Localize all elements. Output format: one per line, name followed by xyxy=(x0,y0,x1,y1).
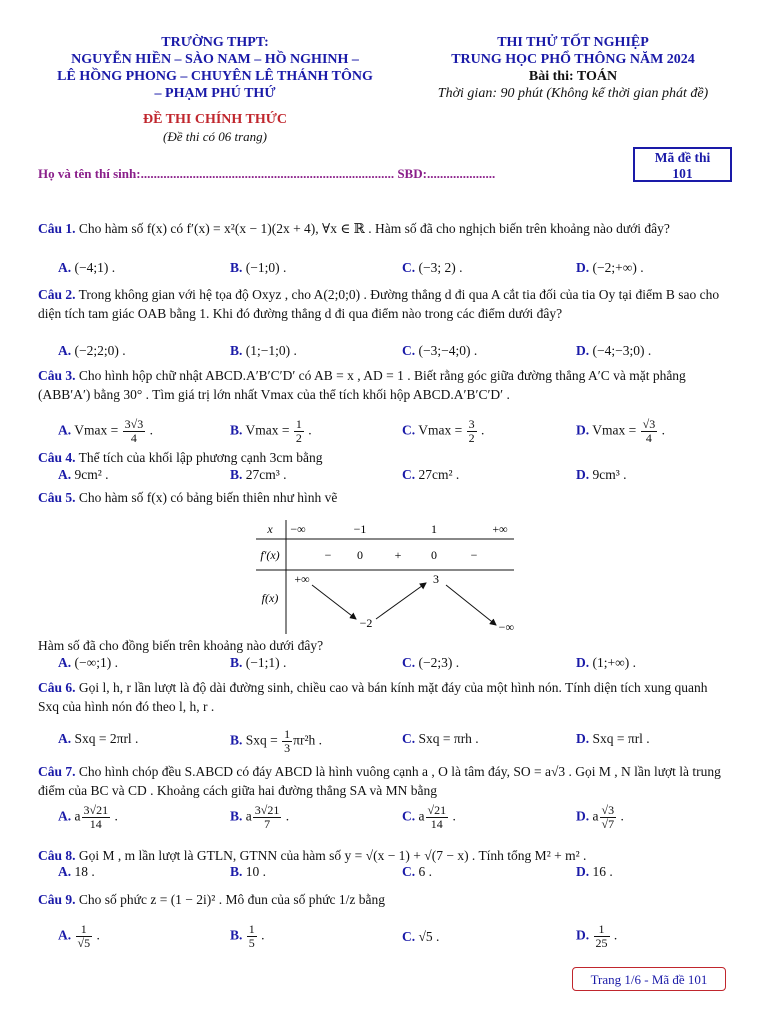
option-fraction xyxy=(123,418,146,445)
option-text: (−2;+∞) . xyxy=(592,260,644,275)
question-text: Cho hàm số f(x) có f′(x) = x²(x − 1)(2x + 4), ∀x ∈ ℝ . Hàm số đã cho nghịch biến trên khoảng nào dưới đây? xyxy=(75,221,670,236)
option-suffix: . xyxy=(610,927,618,943)
option-letter: C. xyxy=(402,864,416,879)
question-label: Câu 6. xyxy=(38,680,76,695)
fraction-denominator: 25 xyxy=(595,936,608,950)
option-text: (−4;−3;0) . xyxy=(592,343,652,358)
option-b[interactable] xyxy=(230,728,322,755)
option-b[interactable] xyxy=(230,864,266,880)
option-b[interactable] xyxy=(230,467,287,483)
option-letter: A. xyxy=(58,655,72,670)
question-label: Câu 8. xyxy=(38,848,76,863)
exam-duration: Thời gian: 90 phút (Không kể thời gian phát đề) xyxy=(437,86,709,101)
question-6 xyxy=(38,678,730,716)
option-letter: C. xyxy=(402,731,416,746)
option-prefix: a xyxy=(418,808,425,824)
option-prefix: a xyxy=(245,808,252,824)
question-4 xyxy=(38,448,730,467)
fp-sign: + xyxy=(394,548,402,562)
fraction-numerator: √3 xyxy=(601,803,615,817)
option-c[interactable] xyxy=(402,731,479,747)
fraction-numerator: 1 xyxy=(295,417,302,431)
question-label: Câu 3. xyxy=(38,368,76,383)
option-d[interactable] xyxy=(576,731,650,747)
option-letter: C. xyxy=(402,808,416,824)
option-letter: C. xyxy=(402,467,416,482)
option-suffix: . xyxy=(146,422,153,438)
option-prefix: Sxq = xyxy=(245,732,282,748)
option-letter: C. xyxy=(402,260,416,275)
options-q6 xyxy=(58,728,738,754)
option-prefix: Vmax = xyxy=(418,422,466,438)
option-letter: D. xyxy=(576,467,590,482)
option-fraction xyxy=(426,804,449,831)
fraction-denominator: √7 xyxy=(601,817,615,831)
option-b[interactable] xyxy=(230,260,286,276)
fraction-denominator: 2 xyxy=(468,431,475,445)
option-a[interactable] xyxy=(58,467,109,483)
option-suffix: . xyxy=(304,422,312,438)
option-fraction xyxy=(247,923,257,950)
option-letter: B. xyxy=(230,260,243,275)
fp-sign: − xyxy=(470,548,478,562)
option-d[interactable] xyxy=(576,804,624,831)
option-suffix: . xyxy=(449,808,456,824)
option-letter: B. xyxy=(230,422,243,438)
exam-code-box xyxy=(633,147,732,182)
options-q9 xyxy=(58,923,738,955)
option-fraction xyxy=(641,418,658,445)
fraction-numerator: 1 xyxy=(248,922,255,936)
option-c[interactable] xyxy=(402,418,484,445)
question-3 xyxy=(38,366,730,404)
option-letter: A. xyxy=(58,864,72,879)
option-b[interactable] xyxy=(230,655,286,671)
exam-subtitle: TRUNG HỌC PHỔ THÔNG NĂM 2024 xyxy=(451,52,695,67)
f-row-label: f(x) xyxy=(261,591,279,605)
x-value: −∞ xyxy=(290,522,306,536)
option-text: (−4;1) . xyxy=(74,260,116,275)
school-line: TRƯỜNG THPT: xyxy=(161,35,269,50)
option-letter: D. xyxy=(576,927,590,943)
question-text: Gọi l, h, r lần lượt là độ dài đường sinh, chiều cao và bán kính mặt đáy của một hình nón. Tính diện tích xung quanh Sxq của hình nón đó theo l, h, r . xyxy=(38,680,708,714)
fp-row-label: f′(x) xyxy=(260,548,280,562)
question-2 xyxy=(38,285,730,323)
fp-sign: 0 xyxy=(357,548,363,562)
option-suffix: . xyxy=(617,808,624,824)
exam-title: THI THỬ TỐT NGHIỆP xyxy=(497,35,649,50)
decrease-arrow xyxy=(446,585,496,625)
question-5 xyxy=(38,488,730,507)
option-a[interactable] xyxy=(58,804,118,831)
option-suffix: . xyxy=(282,808,290,824)
option-b[interactable] xyxy=(230,923,265,950)
question-5-followup: Hàm số đã cho đồng biến trên khoảng nào dưới đây? xyxy=(38,638,324,653)
option-suffix: πr²h . xyxy=(293,732,322,748)
option-d[interactable] xyxy=(576,260,644,276)
option-letter: A. xyxy=(58,260,72,275)
option-c[interactable] xyxy=(402,343,477,359)
option-text: (1;−1;0) . xyxy=(245,343,297,358)
fraction-denominator: 14 xyxy=(430,817,443,831)
option-text: 18 . xyxy=(74,864,95,879)
exam-header xyxy=(408,34,738,102)
school-line: NGUYỄN HIỀN – SÀO NAM – HỒ NGHINH – xyxy=(71,52,359,67)
fraction-numerator: √3 xyxy=(642,417,656,431)
exam-code-label: Mã đề thi xyxy=(654,150,711,165)
fraction-denominator: 5 xyxy=(248,936,255,950)
options-q8 xyxy=(58,864,738,884)
option-text: Sxq = 2πrl . xyxy=(74,731,139,746)
increase-arrow xyxy=(376,583,426,619)
option-letter: B. xyxy=(230,927,243,943)
option-fraction xyxy=(282,728,292,755)
option-letter: C. xyxy=(402,343,416,358)
decrease-arrow xyxy=(312,585,356,619)
option-c[interactable] xyxy=(402,804,456,831)
x-value: +∞ xyxy=(492,522,508,536)
option-d[interactable] xyxy=(576,343,651,359)
option-fraction xyxy=(82,804,111,831)
fraction-denominator: √5 xyxy=(77,936,91,950)
question-label: Câu 5. xyxy=(38,490,76,505)
option-letter: B. xyxy=(230,864,243,879)
option-text: √5 . xyxy=(418,929,440,944)
option-text: (1;+∞) . xyxy=(592,655,636,670)
option-fraction xyxy=(253,804,282,831)
option-fraction xyxy=(600,804,617,831)
option-a[interactable] xyxy=(58,418,153,445)
option-suffix: . xyxy=(93,927,100,943)
option-a[interactable] xyxy=(58,343,126,359)
option-c[interactable] xyxy=(402,467,459,483)
option-c[interactable] xyxy=(402,655,459,671)
option-text: 27cm³ . xyxy=(245,467,287,482)
fraction-numerator: √21 xyxy=(427,803,447,817)
option-d[interactable] xyxy=(576,467,627,483)
option-b[interactable] xyxy=(230,343,297,359)
question-label: Câu 7. xyxy=(38,764,76,779)
option-b[interactable] xyxy=(230,418,312,445)
fraction-denominator: 3 xyxy=(284,741,291,755)
question-7 xyxy=(38,762,730,800)
option-suffix: . xyxy=(111,808,118,824)
page-footer: Trang 1/6 - Mã đề 101 xyxy=(572,967,726,991)
question-text: Trong không gian với hệ tọa độ Oxyz , cho A(2;0;0) . Đường thẳng d đi qua A cắt tia đối của tia Oy tại điểm B sao cho diện tích tam giác OAB bằng 1. Khi đó đường thẳng d đi qua điểm nào trong các điểm dưới đây? xyxy=(38,287,720,321)
options-q2 xyxy=(58,343,738,363)
option-letter: C. xyxy=(402,422,416,438)
exam-code-value: 101 xyxy=(672,166,693,181)
option-letter: A. xyxy=(58,422,72,438)
question-text: Cho hình chóp đều S.ABCD có đáy ABCD là hình vuông cạnh a , O là tâm đáy, SO = a√3 . Gọi M , N lần lượt là trung điểm của BC và CD . Khoảng cách giữa hai đường thẳng SA và MN bằng xyxy=(38,764,721,798)
fraction-numerator: 3 xyxy=(468,417,475,431)
option-text: (−∞;1) . xyxy=(74,655,118,670)
option-a[interactable] xyxy=(58,260,115,276)
option-letter: B. xyxy=(230,467,243,482)
option-text: (−2;3) . xyxy=(418,655,460,670)
option-prefix: Vmax = xyxy=(74,422,122,438)
fraction-numerator: 1 xyxy=(594,923,610,937)
option-text: 6 . xyxy=(418,864,432,879)
options-q3 xyxy=(58,418,738,444)
candidate-line: Họ và tên thí sinh:.............................................................................. SBD:..................... xyxy=(38,166,496,181)
option-d[interactable] xyxy=(576,864,613,880)
option-letter: D. xyxy=(576,343,590,358)
option-prefix: Vmax = xyxy=(592,422,640,438)
option-letter: D. xyxy=(576,808,590,824)
option-prefix: a xyxy=(74,808,81,824)
f-value: −2 xyxy=(359,616,373,630)
option-text: (−3;−4;0) . xyxy=(418,343,478,358)
options-q5 xyxy=(58,655,738,675)
option-c[interactable] xyxy=(402,864,432,880)
option-letter: D. xyxy=(576,422,590,438)
option-text: (−1;1) . xyxy=(245,655,287,670)
option-a[interactable] xyxy=(58,923,100,950)
f-value: −∞ xyxy=(498,620,514,634)
option-a[interactable] xyxy=(58,864,95,880)
fraction-numerator: 3√21 xyxy=(83,803,109,817)
option-c[interactable] xyxy=(402,260,462,276)
question-text: Cho hàm số f(x) có bảng biến thiên như hình vẽ xyxy=(75,490,338,505)
official-label: ĐỀ THI CHÍNH THỨC xyxy=(142,112,288,127)
option-suffix: . xyxy=(477,422,485,438)
option-letter: A. xyxy=(58,808,72,824)
option-c[interactable] xyxy=(402,929,439,945)
options-q7 xyxy=(58,804,738,834)
options-q1 xyxy=(58,260,738,280)
fp-sign: 0 xyxy=(431,548,437,562)
option-fraction xyxy=(467,418,477,445)
option-text: (−3; 2) . xyxy=(418,260,463,275)
exam-subject: Bài thi: TOÁN xyxy=(528,69,618,84)
fraction-denominator: 2 xyxy=(295,431,302,445)
option-letter: C. xyxy=(402,655,416,670)
option-letter: D. xyxy=(576,655,590,670)
option-text: 9cm³ . xyxy=(592,467,627,482)
school-line: – PHẠM PHÚ THỨ xyxy=(154,86,276,101)
option-letter: B. xyxy=(230,732,243,748)
option-text: 10 . xyxy=(245,864,267,879)
f-value: +∞ xyxy=(294,572,310,586)
question-label: Câu 4. xyxy=(38,450,76,465)
question-label: Câu 1. xyxy=(38,221,76,236)
option-a[interactable] xyxy=(58,731,138,747)
fraction-denominator: 7 xyxy=(264,817,271,831)
fp-sign: − xyxy=(324,548,332,562)
option-prefix: Vmax = xyxy=(245,422,293,438)
option-fraction xyxy=(76,923,93,950)
option-text: (−2;2;0) . xyxy=(74,343,126,358)
option-letter: B. xyxy=(230,655,243,670)
option-d[interactable] xyxy=(576,418,665,445)
question-text: Cho số phức z = (1 − 2i)² . Mô đun của số phức 1/z bằng xyxy=(75,892,386,907)
option-letter: A. xyxy=(58,343,72,358)
option-prefix: a xyxy=(592,808,599,824)
question-8 xyxy=(38,846,730,865)
option-letter: D. xyxy=(576,864,590,879)
option-letter: B. xyxy=(230,808,243,824)
option-letter: D. xyxy=(576,731,590,746)
question-label: Câu 2. xyxy=(38,287,76,302)
question-1 xyxy=(38,219,730,238)
option-d[interactable] xyxy=(576,923,617,950)
option-fraction xyxy=(594,923,610,950)
option-a[interactable] xyxy=(58,655,118,671)
option-letter: A. xyxy=(58,731,72,746)
option-letter: A. xyxy=(58,927,72,943)
f-value: 3 xyxy=(433,572,439,586)
option-text: Sxq = πrh . xyxy=(418,731,479,746)
fraction-numerator: 1 xyxy=(284,727,291,741)
official-block xyxy=(30,112,400,145)
fraction-denominator: 4 xyxy=(645,431,652,445)
question-text: Gọi M , m lần lượt là GTLN, GTNN của hàm số y = √(x − 1) + √(7 − x) . Tính tổng M² + m² . xyxy=(75,848,587,863)
question-9 xyxy=(38,890,730,909)
x-value: −1 xyxy=(353,522,367,536)
fraction-denominator: 14 xyxy=(89,817,102,831)
option-letter: B. xyxy=(230,343,243,358)
option-text: 16 . xyxy=(592,864,613,879)
variation-table xyxy=(252,517,518,637)
fraction-numerator: 3√21 xyxy=(254,803,280,817)
question-label: Câu 9. xyxy=(38,892,76,907)
option-suffix: . xyxy=(658,422,665,438)
option-letter: C. xyxy=(402,929,416,944)
option-text: (−1;0) . xyxy=(245,260,287,275)
option-letter: D. xyxy=(576,260,590,275)
x-value: 1 xyxy=(431,522,437,536)
pages-note: (Đề thi có 06 trang) xyxy=(163,129,267,144)
question-text: Thể tích của khối lập phương cạnh 3cm bằng xyxy=(75,450,323,465)
option-fraction xyxy=(294,418,304,445)
option-b[interactable] xyxy=(230,804,289,831)
option-letter: A. xyxy=(58,467,72,482)
option-suffix: . xyxy=(257,927,265,943)
fraction-numerator: 3√3 xyxy=(124,417,144,431)
option-text: 27cm² . xyxy=(418,467,460,482)
option-d[interactable] xyxy=(576,655,636,671)
question-text: Cho hình hộp chữ nhật ABCD.A′B′C′D′ có AB = x , AD = 1 . Biết rằng góc giữa đường thẳng A′C và mặt phẳng (ABB′A′) bằng 30° . Tìm giá trị lớn nhất Vmax của thể tích khối hộp ABCD.A′B′C′D′ . xyxy=(38,368,686,402)
fraction-denominator: 4 xyxy=(130,431,137,445)
fraction-numerator: 1 xyxy=(76,923,93,937)
option-text: 9cm² . xyxy=(74,467,109,482)
option-text: Sxq = πrl . xyxy=(592,731,650,746)
school-line: LÊ HỒNG PHONG – CHUYÊN LÊ THÁNH TÔNG xyxy=(57,69,373,84)
options-q4 xyxy=(58,467,738,487)
x-row-label: x xyxy=(267,522,273,536)
school-header xyxy=(30,34,400,102)
